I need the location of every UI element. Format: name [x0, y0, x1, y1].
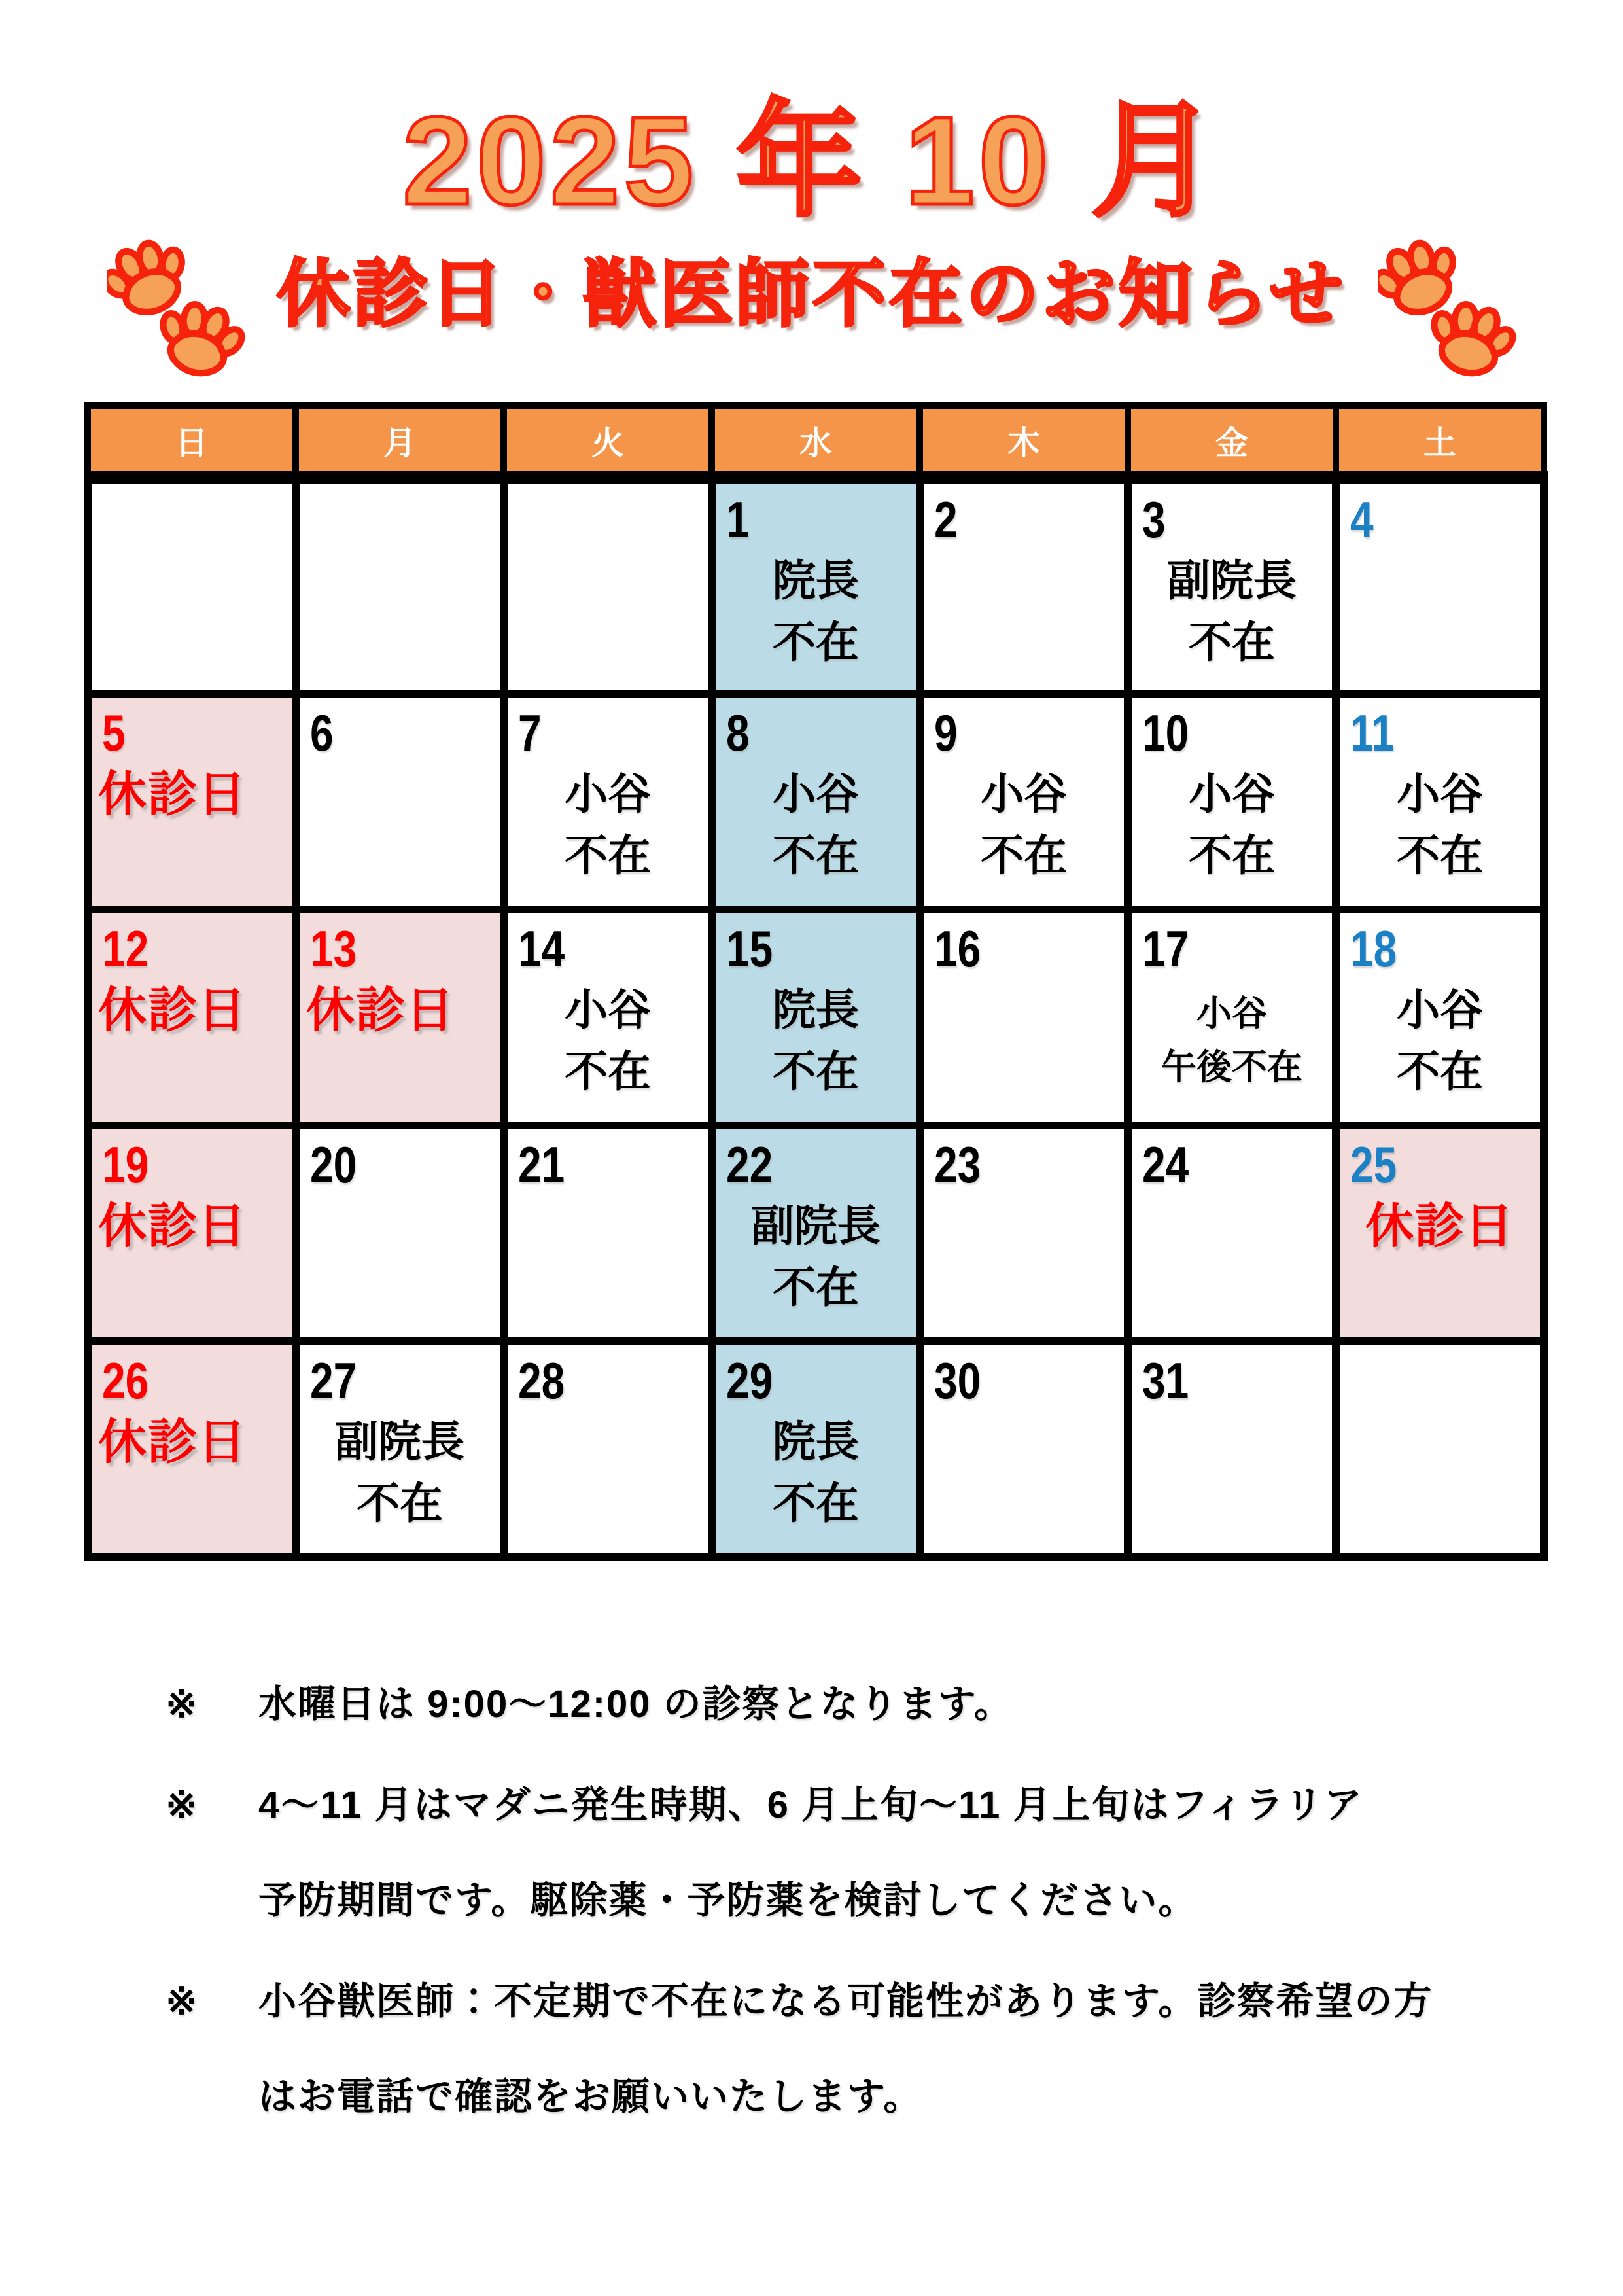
calendar-cell-12 [88, 910, 296, 1125]
closed-day-label: 休診日 [1365, 1199, 1514, 1253]
day-number-text: 31 [1142, 1352, 1189, 1409]
absence-label [716, 1195, 916, 1318]
absence-label [508, 979, 708, 1102]
day-number [508, 1129, 708, 1192]
day-number-text: 2 [934, 491, 958, 548]
day-number [1340, 1129, 1540, 1192]
weekday-header-sun: 日 [88, 406, 296, 478]
calendar-cell-27 [296, 1341, 504, 1557]
calendar-cell-3 [1128, 478, 1336, 694]
absence-label-line: 不在 [773, 1263, 859, 1311]
note-body [258, 1954, 1433, 2145]
day-number-text: 19 [102, 1136, 149, 1193]
note-item [166, 1657, 1565, 1752]
day-number [716, 484, 916, 547]
day-number [92, 1129, 292, 1192]
day-number [1340, 484, 1540, 547]
weekday-header-wed: 水 [712, 406, 920, 478]
calendar-cell-20 [296, 1125, 504, 1341]
absence-label-line: 不在 [1189, 831, 1275, 879]
calendar-cell-empty [504, 478, 712, 694]
day-number-text: 4 [1350, 491, 1374, 548]
day-number [300, 913, 500, 976]
note-marker: ※ [166, 1784, 198, 1826]
day-number [92, 698, 292, 760]
absence-label [1132, 550, 1332, 673]
calendar-cell-30 [920, 1341, 1128, 1557]
note-body [258, 1757, 1363, 1949]
absence-label-line: 小谷 [1196, 994, 1267, 1033]
absence-label-line: 副院長 [335, 1417, 464, 1466]
day-number-text: 20 [310, 1136, 357, 1193]
day-number [716, 698, 916, 760]
note-marker: ※ [166, 1980, 198, 2022]
calendar-cell-4 [1336, 478, 1544, 694]
day-number-text: 11 [1350, 704, 1395, 762]
absence-label-line: 小谷 [981, 769, 1067, 818]
absence-label-line: 不在 [981, 831, 1067, 879]
day-number-text: 21 [518, 1136, 565, 1193]
day-number-text: 13 [310, 920, 357, 978]
day-number-text: 7 [518, 704, 542, 762]
day-number [924, 1129, 1124, 1192]
calendar-cell-empty [296, 478, 504, 694]
closed-day-label: 休診日 [306, 983, 455, 1037]
calendar-cell-25 [1336, 1125, 1544, 1341]
absence-label [716, 1411, 916, 1534]
weekday-header-sat: 土 [1336, 406, 1544, 478]
calendar-cell-7 [504, 694, 712, 910]
closed-day-label: 休診日 [98, 1415, 247, 1469]
day-number [924, 484, 1124, 547]
absence-label-line: 不在 [1397, 1047, 1483, 1095]
calendar-cell-2 [920, 478, 1128, 694]
calendar-header-row [88, 406, 1544, 478]
closed-day-label: 休診日 [98, 767, 247, 821]
calendar-cell-18 [1336, 910, 1544, 1125]
absence-label [716, 550, 916, 673]
day-number [924, 913, 1124, 976]
day-number-text: 1 [726, 491, 750, 548]
day-number [716, 1345, 916, 1408]
note-line: 水曜日は 9:00～12:00 の診察となります。 [258, 1683, 1014, 1725]
calendar-cell-24 [1128, 1125, 1336, 1341]
calendar-cell-26 [88, 1341, 296, 1557]
day-number-text: 15 [726, 920, 773, 978]
calendar-cell-19 [88, 1125, 296, 1341]
day-number-text: 14 [518, 920, 565, 978]
day-number-text: 5 [102, 704, 126, 762]
weekday-header-mon: 月 [296, 406, 504, 478]
calendar-cell-8 [712, 694, 920, 910]
day-number [924, 1345, 1124, 1408]
absence-label-line: 不在 [773, 831, 859, 879]
absence-label [1132, 763, 1332, 886]
absence-label-line: 小谷 [565, 769, 651, 818]
note-line: はお電話で確認をお願いいたします。 [258, 2075, 923, 2118]
calendar-cell-22 [712, 1125, 920, 1341]
day-number [92, 1345, 292, 1408]
day-number-text: 3 [1142, 491, 1166, 548]
note-body [258, 1657, 1013, 1752]
calendar-week-row [88, 1341, 1544, 1557]
day-number [1132, 1129, 1332, 1192]
note-item [166, 1954, 1565, 2145]
calendar-cell-15 [712, 910, 920, 1125]
absence-label-line: 院長 [773, 1417, 859, 1466]
calendar-cell-23 [920, 1125, 1128, 1341]
weekday-header-fri: 金 [1128, 406, 1336, 478]
absence-label-line: 院長 [773, 556, 859, 605]
absence-label-line: 不在 [773, 1479, 859, 1527]
absence-label [716, 763, 916, 886]
day-number [508, 698, 708, 760]
day-number [1340, 698, 1540, 760]
calendar-cell-empty [88, 478, 296, 694]
page-subtitle: 休診日・獣医師不在のお知らせ [277, 253, 1346, 335]
note-line: 予防期間です。駆除薬・予防薬を検討してください。 [258, 1879, 1198, 1922]
page-title: 2025 年 10 月 [402, 90, 1221, 231]
day-number [508, 1345, 708, 1408]
absence-label-line: 院長 [773, 985, 859, 1034]
day-number-text: 6 [310, 704, 334, 762]
absence-label-line: 小谷 [1189, 769, 1275, 818]
day-number-text: 16 [934, 920, 981, 978]
day-number-text: 28 [518, 1352, 565, 1409]
calendar-cell-17 [1128, 910, 1336, 1125]
absence-label [1340, 763, 1540, 886]
day-number [92, 913, 292, 976]
day-number-text: 24 [1142, 1136, 1189, 1193]
calendar-cell-1 [712, 478, 920, 694]
day-number-text: 27 [310, 1352, 357, 1409]
paw-prints-icon [107, 233, 245, 383]
absence-label [716, 979, 916, 1102]
day-number [1132, 1345, 1332, 1408]
day-number-text: 29 [726, 1352, 773, 1409]
notes-section [166, 1657, 1565, 2150]
absence-label [300, 1411, 500, 1534]
calendar-cell-29 [712, 1341, 920, 1557]
calendar-week-row [88, 694, 1544, 910]
absence-label [508, 763, 708, 886]
absence-label-line: 小谷 [1397, 769, 1483, 818]
day-number-text: 25 [1350, 1136, 1397, 1193]
calendar-cell-28 [504, 1341, 712, 1557]
calendar-cell-16 [920, 910, 1128, 1125]
absence-label-line: 不在 [773, 618, 859, 666]
note-line: 4～11 月はマダニ発生時期、6 月上旬～11 月上旬はフィラリア [258, 1784, 1363, 1826]
day-number-text: 8 [726, 704, 750, 762]
closed-day-label: 休診日 [98, 983, 247, 1037]
day-number [300, 698, 500, 760]
absence-label-line: 小谷 [773, 769, 859, 818]
day-number-text: 17 [1142, 920, 1189, 978]
day-number [508, 913, 708, 976]
absence-label-line: 不在 [565, 831, 651, 879]
absence-label [924, 763, 1124, 886]
day-number [1132, 698, 1332, 760]
calendar-cell-14 [504, 910, 712, 1125]
calendar-week-row [88, 478, 1544, 694]
day-number-text: 9 [934, 704, 958, 762]
calendar-table [84, 402, 1548, 1561]
calendar-cell-21 [504, 1125, 712, 1341]
note-line: 小谷獣医師：不定期で不在になる可能性があります。診察希望の方 [258, 1980, 1433, 2022]
calendar-cell-empty [1336, 1341, 1544, 1557]
absence-label-line: 小谷 [1397, 985, 1483, 1034]
absence-label-line: 不在 [357, 1479, 443, 1527]
absence-label [1132, 987, 1332, 1094]
day-number-text: 12 [102, 920, 149, 978]
day-number-text: 26 [102, 1352, 149, 1409]
calendar-week-row [88, 910, 1544, 1125]
absence-label-line: 不在 [1189, 618, 1275, 666]
day-number-text: 23 [934, 1136, 981, 1193]
calendar-cell-31 [1128, 1341, 1336, 1557]
absence-label-line: 午後不在 [1161, 1048, 1302, 1087]
paw-prints-icon [1378, 233, 1516, 383]
absence-label-line: 不在 [773, 1047, 859, 1095]
subtitle-row [0, 216, 1623, 373]
absence-label-line: 副院長 [1167, 556, 1297, 605]
absence-label [1340, 979, 1540, 1102]
day-number [1132, 913, 1332, 976]
day-number [1340, 913, 1540, 976]
absence-label-line: 不在 [1397, 831, 1483, 879]
calendar-cell-11 [1336, 694, 1544, 910]
calendar-cell-10 [1128, 694, 1336, 910]
absence-label-line: 不在 [565, 1047, 651, 1095]
note-item [166, 1757, 1565, 1949]
day-number [716, 1129, 916, 1192]
calendar-week-row [88, 1125, 1544, 1341]
absence-label-line: 副院長 [751, 1201, 881, 1250]
absence-label-line: 小谷 [565, 985, 651, 1034]
day-number [300, 1345, 500, 1408]
day-number-text: 22 [726, 1136, 773, 1193]
calendar-cell-6 [296, 694, 504, 910]
day-number [1132, 484, 1332, 547]
calendar-cell-13 [296, 910, 504, 1125]
note-marker: ※ [166, 1683, 198, 1725]
calendar-cell-9 [920, 694, 1128, 910]
day-number [300, 1129, 500, 1192]
weekday-header-tue: 火 [504, 406, 712, 478]
day-number-text: 10 [1142, 704, 1189, 762]
day-number [924, 698, 1124, 760]
day-number-text: 18 [1350, 920, 1397, 978]
weekday-header-thu: 木 [920, 406, 1128, 478]
day-number [716, 913, 916, 976]
day-number-text: 30 [934, 1352, 981, 1409]
calendar-cell-5 [88, 694, 296, 910]
closed-day-label: 休診日 [98, 1199, 247, 1253]
